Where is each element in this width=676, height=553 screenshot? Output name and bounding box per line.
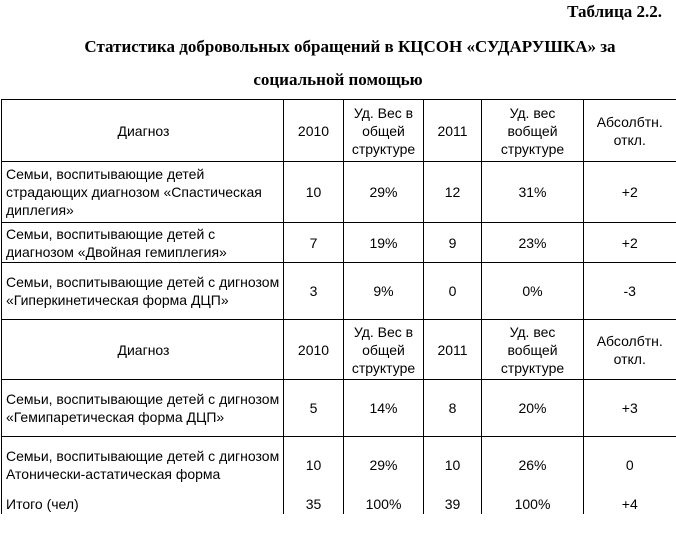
row-value-2011: 12: [424, 162, 482, 223]
table-header-row-repeat: [2, 320, 676, 380]
row-share-2011: 23%: [482, 223, 584, 263]
header-year-2010: 2010: [284, 320, 344, 380]
header-share-2010: Уд. Вес в общей структуре: [344, 100, 424, 162]
row-share-2010: 14%: [344, 380, 424, 437]
row-share-2011: 0%: [482, 263, 584, 320]
row-abs-deviation: 0: [584, 437, 676, 494]
table-title-line-1: Статистика добровольных обращений в КЦСОН «СУДАРУШКА» за: [84, 37, 616, 56]
row-diagnosis: Семьи, воспитывающие детей страдающих диагнозом «Спастическая диплегия»: [2, 162, 284, 223]
header-abs-deviation: Абсолбтн. откл.: [584, 100, 676, 162]
row-share-2011: 26%: [482, 437, 584, 494]
row-value-2011: 0: [424, 263, 482, 320]
header-diagnosis: Диагноз: [2, 100, 284, 162]
table-row: [2, 162, 676, 223]
table-title-line-2: социальной помощью: [253, 70, 423, 89]
header-year-2011: 2011: [424, 100, 482, 162]
row-share-2011: 31%: [482, 162, 584, 223]
total-abs-deviation: +4: [584, 494, 676, 514]
row-abs-deviation: -3: [584, 263, 676, 320]
row-abs-deviation: +2: [584, 223, 676, 263]
row-share-2010: 19%: [344, 223, 424, 263]
row-diagnosis: Семьи, воспитывающие детей с диагнозом «Двойная гемиплегия»: [2, 223, 284, 263]
row-diagnosis: Семьи, воспитывающие детей с дигнозом Атонически-астатическая форма: [2, 437, 284, 494]
total-label: Итого (чел): [2, 494, 284, 514]
row-value-2011: 10: [424, 437, 482, 494]
total-value-2011: 39: [424, 494, 482, 514]
table-header-row: [2, 100, 676, 162]
total-share-2010: 100%: [344, 494, 424, 514]
row-share-2010: 9%: [344, 263, 424, 320]
table-row: [2, 223, 676, 263]
header-diagnosis: Диагноз: [2, 320, 284, 380]
header-share-2010: Уд. Вес в общей структуре: [344, 320, 424, 380]
row-value-2011: 9: [424, 223, 482, 263]
total-share-2011: 100%: [482, 494, 584, 514]
row-diagnosis: Семьи, воспитывающие детей с дигнозом «Гиперкинетическая форма ДЦП»: [2, 263, 284, 320]
header-year-2010: 2010: [284, 100, 344, 162]
row-value-2010: 7: [284, 223, 344, 263]
row-diagnosis: Семьи, воспитывающие детей с дигнозом «Гемипаретическая форма ДЦП»: [2, 380, 284, 437]
row-value-2010: 3: [284, 263, 344, 320]
row-value-2010: 10: [284, 162, 344, 223]
row-share-2010: 29%: [344, 162, 424, 223]
row-abs-deviation: +2: [584, 162, 676, 223]
header-share-2011: Уд. вес вобщей структуре: [482, 320, 584, 380]
total-value-2010: 35: [284, 494, 344, 514]
row-value-2010: 5: [284, 380, 344, 437]
row-value-2010: 10: [284, 437, 344, 494]
table-number: Таблица 2.2.: [567, 2, 662, 21]
header-abs-deviation: Абсолбтн. откл.: [584, 320, 676, 380]
header-share-2011: Уд. вес вобщей структуре: [482, 100, 584, 162]
table-row: [2, 437, 676, 494]
table-row: [2, 263, 676, 320]
row-abs-deviation: +3: [584, 380, 676, 437]
header-year-2011: 2011: [424, 320, 482, 380]
row-share-2010: 29%: [344, 437, 424, 494]
statistics-table: [1, 99, 676, 514]
row-value-2011: 8: [424, 380, 482, 437]
table-total-row: [2, 494, 676, 514]
row-share-2011: 20%: [482, 380, 584, 437]
table-row: [2, 380, 676, 437]
